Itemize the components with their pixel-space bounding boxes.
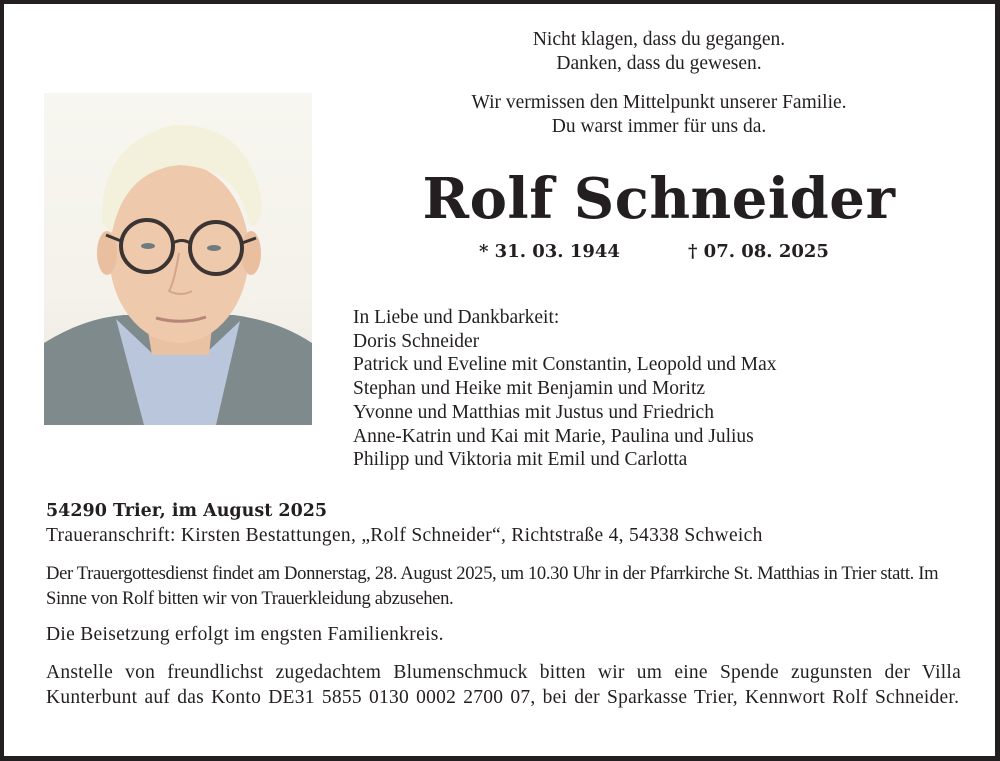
verse-block-2 [384, 91, 934, 139]
funeral-service-text: Der Trauergottesdienst findet am Donnerstag, 28. August 2025, um 10.30 Uhr in der Pfarrkirche St. Matthias in Trier statt. Im Sinne von Rolf bitten wir von Trauerkleidung abzusehen. [46, 563, 939, 609]
obituary-notice [4, 4, 995, 756]
death-date: † 07. 08. 2025 [688, 241, 829, 262]
mourner-line: Doris Schneider [353, 330, 480, 352]
deceased-name: Rolf Schneider [422, 166, 896, 232]
verse-block-1 [384, 28, 934, 76]
verse-line: Danken, dass du gewesen. [556, 53, 762, 74]
mourner-line: Yvonne und Matthias mit Justus und Friedrich [353, 401, 714, 423]
mourner-line: Stephan und Heike mit Benjamin und Moritz [353, 378, 706, 400]
mourners-list [353, 306, 777, 472]
mourner-line: Philipp und Viktoria mit Emil und Carlotta [353, 449, 688, 471]
verse-line: Nicht klagen, dass du gegangen. [532, 29, 786, 50]
verse-line: Du warst immer für uns da. [551, 116, 767, 137]
portrait-illustration-icon [44, 93, 312, 425]
verse-line: Wir vermissen den Mittelpunkt unserer Familie. [471, 92, 847, 113]
mourner-line: Anne-Katrin und Kai mit Marie, Paulina und Julius [353, 425, 754, 447]
portrait-photo [44, 93, 312, 425]
burial-text: Die Beisetzung erfolgt im engsten Familienkreis. [46, 624, 444, 645]
birth-date: * 31. 03. 1944 [479, 241, 620, 262]
donation-text: Anstelle von freundlichst zugedachtem Blumenschmuck bitten wir um eine Spende zugunsten der Villa Kunterbunt auf das Konto DE31 5855 0130 0002 2700 07, bei der Sparkasse Trier, Kennwort Rolf Schneider. [46, 662, 961, 708]
place-and-date: 54290 Trier, im August 2025 [46, 501, 328, 521]
mourning-address: Traueranschrift: Kirsten Bestattungen, „Rolf Schneider“, Richtstraße 4, 54338 Schweich [46, 525, 763, 546]
mourners-heading: In Liebe und Dankbarkeit: [353, 307, 560, 328]
mourner-line: Patrick und Eveline mit Constantin, Leopold und Max [353, 354, 777, 376]
